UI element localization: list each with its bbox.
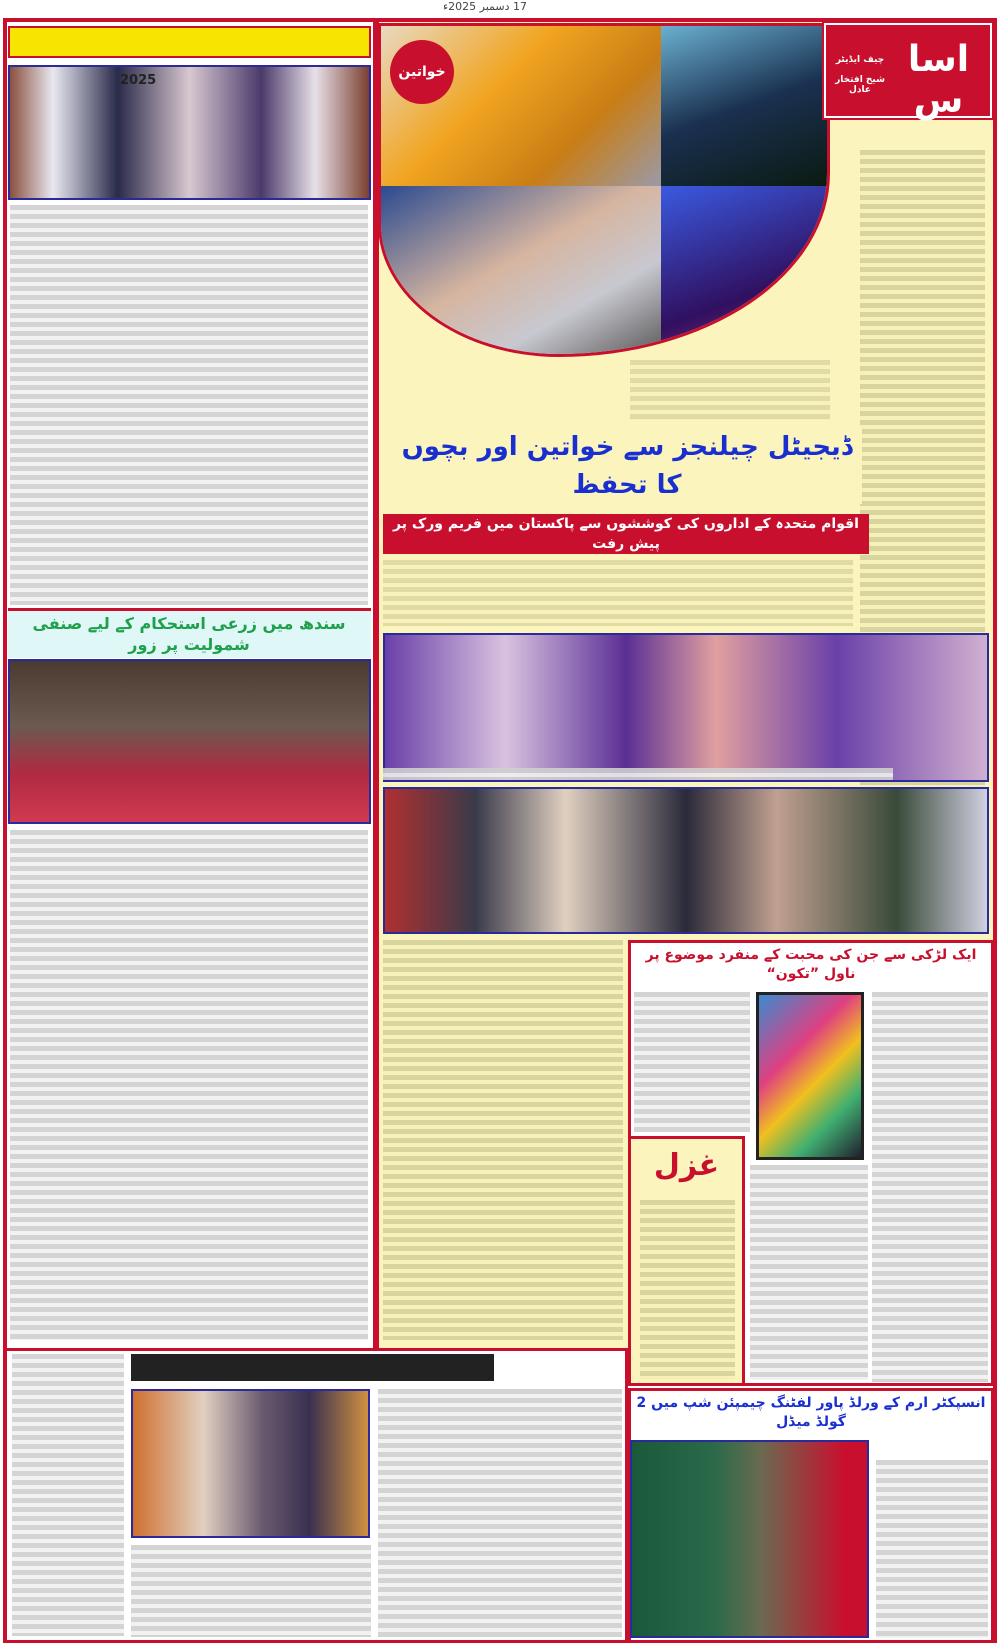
main-story-text-mid [630,360,830,420]
left-story-headline: سندھ میں زرعی استحکام کے لیے صنفی شمولیت پر زور [32,614,346,654]
bottom-left-text-c [378,1389,622,1637]
main-headline: ڈیجیٹل چیلنجز سے خواتین اور بچوں کا تحفظ [392,428,862,504]
ghazal-text [640,1200,735,1380]
award-ceremony-photo [8,65,371,200]
bottom-left-text-a [12,1354,124,1636]
powerlifting-medal-photo [630,1440,869,1638]
photo-banner-year: 2025 [120,73,157,88]
novel-text-right [872,992,988,1382]
issue-date: 17 دسمبر 2025ء [442,0,528,13]
group-photo-1 [383,633,989,782]
group-photo-2 [383,787,989,934]
chief-editor-label: چیف ایڈیٹر [835,55,885,65]
main-story-text-lower [383,940,623,1340]
sports-headline: انسپکٹر ارم کے ورلڈ پاور لفٹنگ چیمپئن شپ میں 2 گولڈ میڈل [636,1395,986,1430]
left-lower-text [10,830,368,1340]
chief-editor-name: شیخ افتخار عادل [835,75,885,95]
novel-text-left [634,992,750,1132]
book-cover-image [756,992,864,1160]
left-article-text [10,205,368,605]
left-top-banner [8,26,371,58]
exhibition-photo [131,1389,370,1538]
novel-text-mid [750,1165,868,1380]
main-subheadline: اقوام متحدہ کے اداروں کی کوششوں سے پاکستان میں فریم ورک پر پیش رفت [383,514,869,554]
masthead [824,23,992,121]
novel-headline: ایک لڑکی سے جن کی محبت کے منفرد موضوع پر ناول ”تکون“ [645,947,977,982]
main-story-text-under [383,560,853,626]
masthead-title: اساس [907,39,970,121]
bottom-left-text-b [131,1545,371,1637]
ghazal-title: غزل [653,1148,720,1183]
sports-text [876,1460,988,1638]
bottom-left-headline-bar [131,1354,494,1381]
photo-1-caption [383,768,893,780]
agriculture-event-photo [8,659,371,824]
section-badge: خواتین [390,40,454,104]
